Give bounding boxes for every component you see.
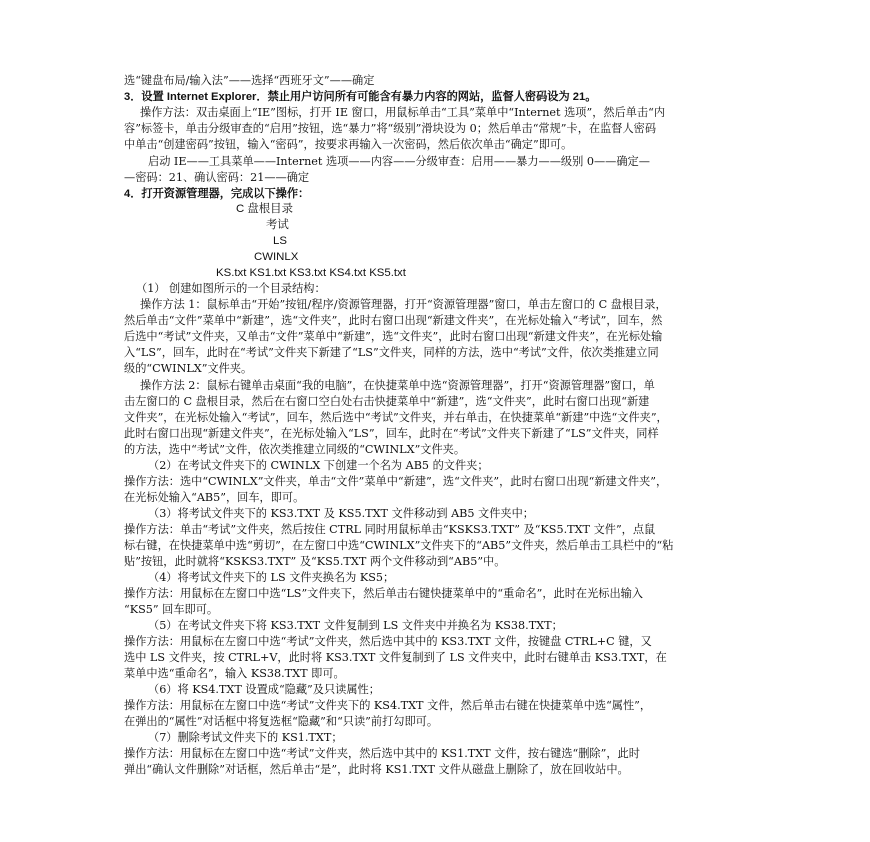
text-line: 操作方法 1：鼠标单击“开始”按钮/程序/资源管理器，打开“资源管理器”窗口，单击左窗口的 C 盘根目录， (140, 298, 667, 311)
text-line: 此时右窗口出现“新建文件夹”，在光标处输入“LS”，回车，此时在“考试”文件夹下新建了“LS”文件夹，同样 (124, 427, 659, 440)
tree-node: CWINLX (254, 251, 299, 263)
text-line: 入“LS”，回车，此时在“考试”文件夹下新建了“LS”文件夹，同样的方法，选中“考试”文件，依次类推建立同 (124, 346, 659, 359)
text-line: 贴”按钮，此时就将“KSKS3.TXT” 及“KS5.TXT 两个文件移动到“AB5”中。 (124, 555, 506, 568)
text-line: 启动 IE——工具菜单——Internet 选项——内容——分级审查：启用——暴力——级别 0——确定— (148, 155, 650, 168)
text-line: 操作方法：用鼠标在左窗口中选“考试”文件夹下的 KS4.TXT 文件，然后单击右键在快捷菜单中选“属性”， (124, 699, 652, 712)
text-line: 弹出“确认文件删除”对话框，然后单击“是”，此时将 KS1.TXT 文件从磁盘上删除了，放在回收站中。 (124, 763, 629, 776)
text-line: “KS5” 回车即可。 (124, 603, 219, 616)
text-line: 中单击“创建密码”按钮，输入“密码”，按要求再输入一次密码，然后依次单击“确定”即可。 (124, 138, 573, 151)
tree-root: C 盘根目录 (236, 203, 293, 215)
text-line: 的方法，选中“考试”文件，依次类推建立同级的“CWINLX”文件夹。 (124, 443, 466, 456)
text-line: 操作方法：用鼠标在左窗口中选“考试”文件夹，然后选中其中的 KS3.TXT 文件，按键盘 CTRL+C 键，又 (124, 635, 652, 648)
section-heading: 4．打开资源管理器，完成以下操作： (124, 188, 310, 200)
section-heading: 3．设置 Internet Explorer．禁止用户访问所有可能含有暴力内容的网站，监督人密码设为 21。 (124, 91, 597, 103)
text-line: 然后单击“文件”菜单中“新建”，选“文件夹”，此时右窗口出现“新建文件夹”，在光标处输入“考试”，回车，然 (124, 314, 663, 327)
text-line: 操作方法：选中“CWINLX”文件夹，单击“文件”菜单中“新建”，选“文件夹”，此时右窗口出现“新建文件夹”， (124, 475, 668, 488)
subsection-heading: （6）将 KS4.TXT 设置成“隐藏”及只读属性； (148, 683, 380, 696)
text-line: 文件夹”，在光标处输入“考试”，回车，然后选中“考试”文件夹，并右单击，在快捷菜单“新建”中选“文件夹”， (124, 411, 668, 424)
subsection-heading: （1） 创建如图所示的一个目录结构： (136, 282, 326, 295)
subsection-heading: （3）将考试文件夹下的 KS3.TXT 及 KS5.TXT 文件移动到 AB5 文件夹中； (148, 507, 534, 520)
text-line: 容”标签卡，单击分级审查的“启用”按钮，选“暴力”将“级别”滑块设为 0；然后单击“常规”卡，在监督人密码 (124, 122, 657, 135)
text-line: 操作方法：单击“考试”文件夹，然后按住 CTRL 同时用鼠标单击“KSKS3.TXT” 及“KS5.TXT 文件”，点鼠 (124, 523, 656, 536)
subsection-heading: （4）将考试文件夹下的 LS 文件夹换名为 KS5； (148, 571, 395, 584)
subsection-heading: （2）在考试文件夹下的 CWINLX 下创建一个名为 AB5 的文件夹； (148, 459, 489, 472)
text-line: 标右键，在快捷菜单中选“剪切”，在左窗口中选“CWINLX”文件夹下的“AB5”文件夹，然后单击工具栏中的“粘 (124, 539, 674, 552)
text-line: 操作方法 2：鼠标右键单击桌面“我的电脑”，在快捷菜单中选“资源管理器”，打开“资源管理器”窗口，单 (140, 379, 655, 392)
text-line: 菜单中选“重命名”，输入 KS38.TXT 即可。 (124, 667, 345, 680)
text-line: —密码：21、确认密码：21——确定 (124, 171, 310, 184)
text-line: 在光标处输入“AB5”，回车，即可。 (124, 491, 305, 504)
text-line: 操作方法：双击桌面上“IE”图标，打开 IE 窗口，用鼠标单击“工具”菜单中“Internet 选项”，然后单击“内 (140, 106, 666, 119)
text-line: 选“键盘布局/输入法”——选择“西班牙文”——确定 (124, 74, 375, 87)
tree-node: LS (273, 235, 287, 247)
tree-node: 考试 (266, 219, 289, 231)
subsection-heading: （7）删除考试文件夹下的 KS1.TXT； (148, 731, 343, 744)
text-line: 选中 LS 文件夹，按 CTRL+V，此时将 KS3.TXT 文件复制到了 LS 文件夹中，此时右键单击 KS3.TXT，在 (124, 651, 667, 664)
text-line: 在弹出的“属性”对话框中将复选框“隐藏”和“只读”前打勾即可。 (124, 715, 439, 728)
text-line: 级的“CWINLX”文件夹。 (124, 362, 253, 375)
tree-files: KS.txt KS1.txt KS3.txt KS4.txt KS5.txt (216, 267, 406, 279)
subsection-heading: （5）在考试文件夹下将 KS3.TXT 文件复制到 LS 文件夹中并换名为 KS38.TXT； (148, 619, 563, 632)
text-line: 击左窗口的 C 盘根目录，然后在右窗口空白处右击快捷菜单中“新建”，选“文件夹”，此时右窗口出现“新建 (124, 395, 650, 408)
text-line: 操作方法：用鼠标在左窗口中选“考试”文件夹，然后选中其中的 KS1.TXT 文件，按右键选“删除”，此时 (124, 747, 640, 760)
text-line: 后选中“考试”文件夹，又单击“文件”菜单中“新建”，选“文件夹”，此时右窗口出现“新建文件夹”，在光标处输 (124, 330, 663, 343)
text-line: 操作方法：用鼠标在左窗口中选“LS”文件夹下，然后单击右键快捷菜单中的“重命名”，此时在光标出输入 (124, 587, 644, 600)
